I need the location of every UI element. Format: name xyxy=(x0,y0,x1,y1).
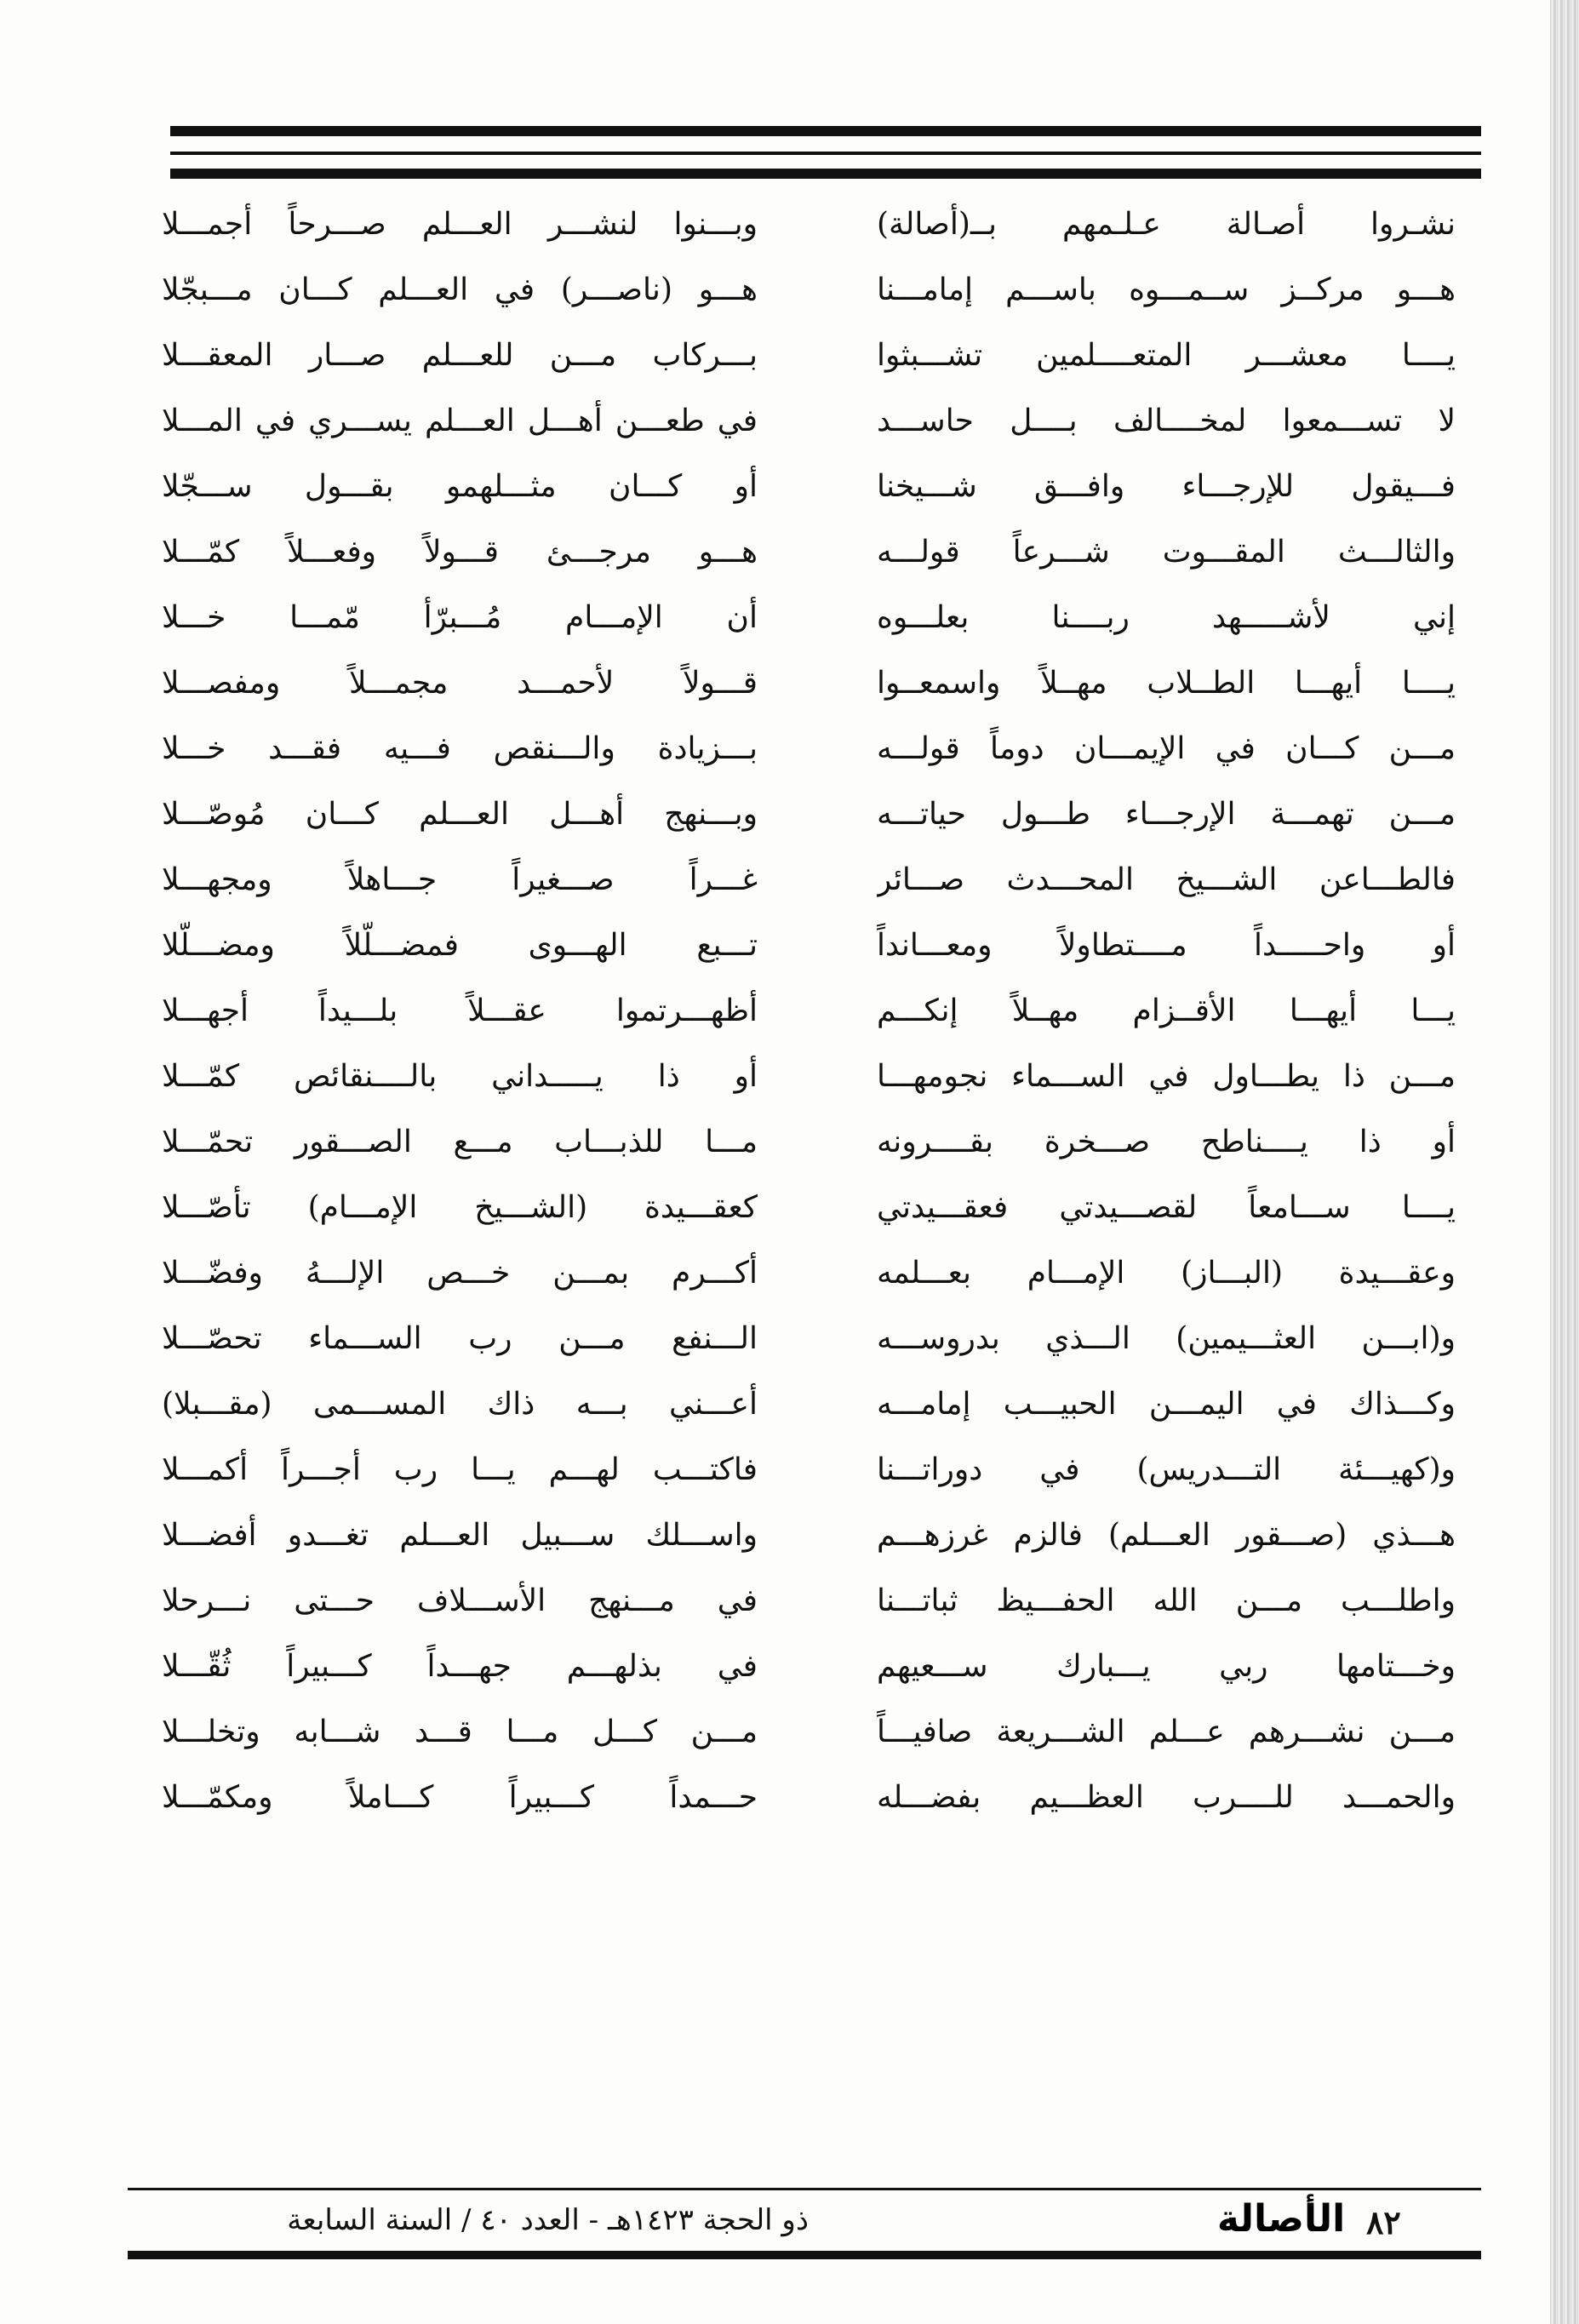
header-rule-thick-lower xyxy=(170,169,1481,179)
verse-line: هـــو مركــز ســمـــوه باســـم إمامـــنا xyxy=(877,272,1456,307)
footer-rule-thick xyxy=(128,2251,1481,2259)
verse-line: مـــن كـــان في الإيمـــان دوماً قولـــه xyxy=(877,731,1456,766)
verse-line: حـــمداً كـــبيراً كـــاملاً ومكمّـــلا xyxy=(162,1780,758,1815)
verse-line: أو ذا يــــناطح صـــخرة بقــــرونه xyxy=(877,1125,1456,1159)
header-rule-thin xyxy=(170,152,1481,155)
verse-line: في بذلهـــم جهـــداً كـــبيراً ثُقّـــلا xyxy=(162,1649,758,1684)
verse-line: في مـــنهج الأســـلاف حـــتى نـــرحلا xyxy=(162,1583,758,1618)
verse-line: وبـــنهج أهـــل العـــلم كـــان مُوصّـــلا xyxy=(162,797,758,832)
verse-line: مـــن ذا يطـــاول في الســـماء نجومهـــا xyxy=(877,1059,1456,1094)
page-footer xyxy=(0,2198,1579,2249)
verse-line: قـــولاً لأحمـــد مجمـــلاً ومفصـــلا xyxy=(162,666,758,701)
verse-line: لا تســـمعوا لمخــــالف بــــل حاســـد xyxy=(877,404,1456,438)
verse-line: هـــو مرجـــئ قـــولاً وفعـــلاً كمّـــلا xyxy=(162,535,758,570)
verse-line: مـــن نشـــرهم عـــلم الشـــريعة صافيـــاً xyxy=(877,1714,1456,1749)
verse-line: يــــا ســـامعاً لقصـــيدتي فعقـــيدتي xyxy=(877,1190,1456,1225)
verse-line: غـــراً صـــغيراً جـــاهلاً ومجهـــلا xyxy=(162,862,758,897)
verse-line: واطلـــب مـــن الله الحفـــيظ ثباتـــنا xyxy=(877,1583,1456,1618)
verse-line: هـــذي (صـــقور العـــلم) فالزم غرزهـــم xyxy=(877,1518,1456,1553)
verse-line: هـــو (ناصـــر) في العـــلم كـــان مـــبجّلا xyxy=(162,272,758,307)
verse-line: أو كـــان مثـــلهمو بقـــول ســـجّلا xyxy=(162,469,758,504)
verse-line: إني لأشـــــهد ربــــنا بعلـــوه xyxy=(877,600,1456,635)
verse-line: فالطـــاعن الشـــيخ المحـــدث صـــائر xyxy=(877,862,1456,897)
verse-line: فاكتـــب لهـــم يـــا رب أجـــراً أكمـــلا xyxy=(162,1452,758,1487)
verse-line: وبـــنوا لنشـــر العـــلم صـــرحاً أجمـــلا xyxy=(162,207,758,242)
verse-line: وكـــذاك في اليمـــن الحبيـــب إمامـــه xyxy=(877,1387,1456,1422)
verse-line: والثالـــث المقـــوت شـــرعاً قولـــه xyxy=(877,535,1456,570)
magazine-logo: الأصالة xyxy=(1216,2197,1346,2241)
header-rule-thick xyxy=(170,126,1481,136)
verse-line: أو واحـــــداً مــــتطاولاً ومعـــانداً xyxy=(877,928,1456,963)
verse-line: وعقـــيدة (البـــاز) الإمـــام بعـــلمه xyxy=(877,1256,1456,1291)
scan-edge xyxy=(1550,0,1579,2324)
footer-rule-thin xyxy=(128,2188,1481,2190)
verse-line: كعقـــيدة (الشـــيخ الإمـــام) تأصّـــلا xyxy=(162,1190,758,1225)
issue-info: ذو الحجة ١٤٢٣هـ - العدد ٤٠ / السنة السابعة xyxy=(287,2203,809,2237)
verse-line: أعـــني بـــه ذاك المســـمى (مقـــبلا) xyxy=(162,1387,758,1422)
verse-line: يـــا أيهـــا الأقــزام مهــلاً إنكـــم xyxy=(877,993,1456,1028)
verse-line: بـــزيادة والـــنقص فـــيه فقـــد خـــلا xyxy=(162,731,758,766)
verse-line: مـــن تهمـــة الإرجـــاء طـــول حياتـــه xyxy=(877,797,1456,832)
verse-line: في طعـــن أهـــل العـــلم يســـري في المـــلا xyxy=(162,404,758,438)
verse-line: الـــنفع مـــن رب الســـماء تحصّـــلا xyxy=(162,1321,758,1356)
verse-line: والحمـــد للــــرب العظـــيم بفضـــله xyxy=(877,1780,1456,1815)
verse-line: واســـلك ســـبيل العـــلم تغـــدو أفضـــلا xyxy=(162,1518,758,1553)
verse-line: نشـروا أصـالة عـلـمهم بــ(أصالة) xyxy=(877,207,1456,242)
verse-line: أو ذا يـــــداني بالــــنقائص كمّـــلا xyxy=(162,1059,758,1094)
verse-line: و(ابـــن العثـــيمين) الـــذي بدروســـه xyxy=(877,1321,1456,1356)
verse-line: بـــركاب مـــن للعـــلم صـــار المعقـــلا xyxy=(162,338,758,373)
verse-line: يــــا معشـــر المتعــــلمين تشـــبثوا xyxy=(877,338,1456,373)
verse-line: أكـــرم بمـــن خـــص الإلـــهُ وفضّـــلا xyxy=(162,1256,758,1291)
verse-line: أظهـــرتموا عقـــلاً بلـــيداً أجهـــلا xyxy=(162,993,758,1028)
verse-line: تـــبع الهـــوى فمضـــلّلاً ومضـــلّلا xyxy=(162,928,758,963)
verse-line: يــــا أيهـــا الطــلاب مهــلاً واسمعــوا xyxy=(877,666,1456,701)
page-number: ٨٢ xyxy=(1366,2203,1401,2241)
verse-line: وخـــتامها ربي يـــبارك ســـعيهم xyxy=(877,1649,1456,1684)
verse-line: مـــن كـــل مـــا قـــد شـــابه وتخلـــلا xyxy=(162,1714,758,1749)
verse-line: و(كهيـــئة التـــدريس) في دوراتـــنا xyxy=(877,1452,1456,1487)
poem-column-right xyxy=(877,192,1456,1937)
poem-column-left xyxy=(162,192,758,1937)
verse-line: أن الإمـــام مُـــبرّأ مّمـــا خـــلا xyxy=(162,600,758,635)
verse-line: فـــيقول للإرجـــاء وافـــق شـــيخنا xyxy=(877,469,1456,504)
verse-line: مـــا للذبـــاب مـــع الصـــقور تحمّـــلا xyxy=(162,1125,758,1159)
